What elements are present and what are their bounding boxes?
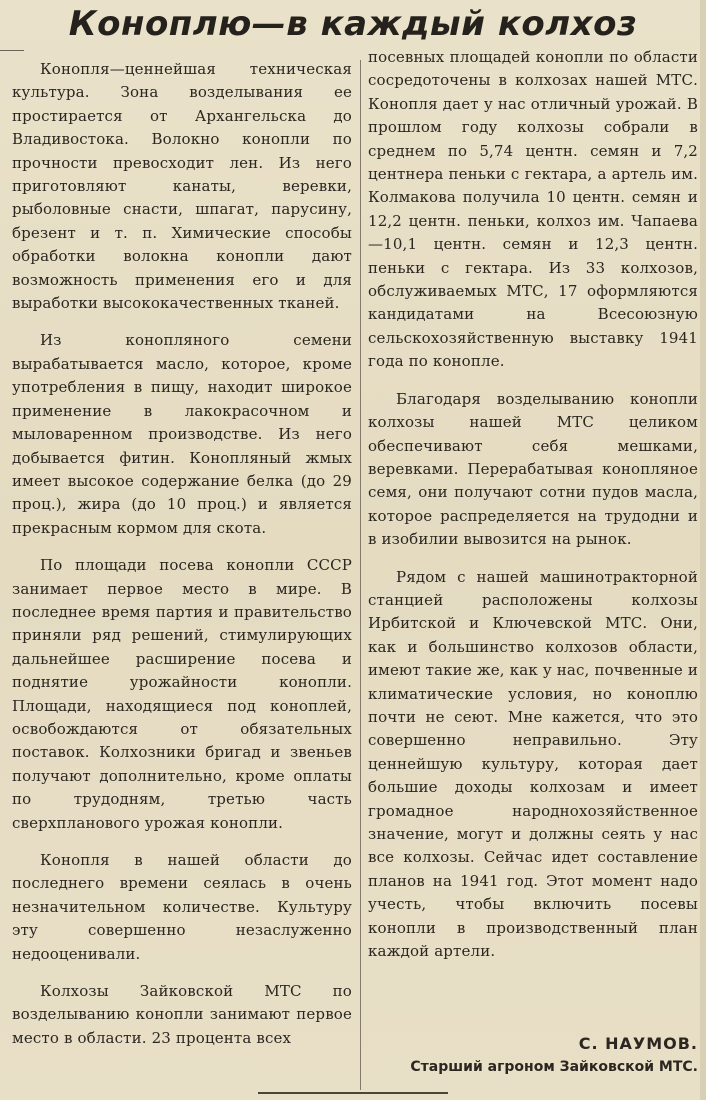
bottom-rule	[258, 1092, 448, 1094]
paragraph-1: Конопля—ценнейшая техническая культура. Зона возделывания ее простирается от Архангельска до Владивостока. Волокно конопли по прочности превосходит лен. Из него приготовляют канаты, веревки, рыболовные снасти, шпагат, парусину, брезент и т. п. Химические способы обработки волокна конопли дают возможность применения его и для выработки высококачественных тканей.	[12, 60, 352, 313]
author-name: С. НАУМОВ.	[578, 1034, 698, 1053]
paragraph-3: По площади посева конопли СССР занимает первое место в мире. В последнее время партия и правительство приняли ряд решений, стимулирующих дальнейшее расширение посева и поднятие урожайности конопли. Площади, находящиеся под коноплей, освобождаются от обязательных поставок. Колхозники бригад и звеньев получают дополнительно, кроме оплаты по трудодням, третью часть сверхпланового урожая конопли.	[12, 556, 352, 832]
paragraph-2: Из конопляного семени вырабатывается масло, которое, кроме употребления в пищу, находит широкое применение в лакокрасочном и мыловаренном производстве. Из него добывается фитин. Конопляный жмых имеет высокое содержание белка (до 29 проц.), жира (до 10 проц.) и является прекрасным кормом для скота.	[12, 331, 352, 537]
top-left-rule	[0, 50, 24, 51]
article-headline: Коноплю—в каждый колхоз	[68, 4, 638, 44]
signature-block	[368, 1032, 698, 1078]
paragraph-4: Конопля в нашей области до последнего времени сеялась в очень незначительном количестве. Культуру эту совершенно незаслуженно недооценивали.	[12, 851, 352, 963]
column-divider	[360, 60, 361, 1090]
adjacent-column-edge	[700, 0, 706, 1100]
author-title: Старший агроном Зайковской МТС.	[410, 1059, 698, 1075]
paragraph-5: Колхозы Зайковской МТС по возделыванию конопли занимают первое место в области. 23 процента всех	[12, 982, 352, 1047]
left-column	[12, 58, 352, 1064]
paragraph-7: Рядом с нашей машинотракторной станцией расположены колхозы Ирбитской и Ключевской МТС. Они, как и большинство колхозов области, имеют такие же, как у нас, почвенные и климатические условия, но коноплю почти не сеют. Мне кажется, что это совершенно неправильно. Эту ценнейшую культуру, которая дает большие доходы колхозам и имеет громадное народнохозяйственное значение, могут и должны сеять у нас все колхозы. Сейчас идет составление планов на 1941 год. Этот момент надо учесть, чтобы включить посевы конопли в производственный план каждой артели.	[368, 567, 698, 961]
paragraph-5-continuation: посевных площадей конопли по области сосредоточены в колхозах нашей МТС. Конопля дает у нас отличный урожай. В прошлом году колхозы собрали в среднем по 5,74 центн. семян и 7,2 центнера пеньки с гектара, а артель им. Колмакова получила 10 центн. семян и 12,2 центн. пеньки, колхоз им. Чапаева—10,1 центн. семян и 12,3 центн. пеньки с гектара. Из 33 колхозов, обслуживаемых МТС, 17 оформляются кандидатами на Всесоюзную сельскохозяйственную выставку 1941 года по конопле.	[368, 48, 698, 371]
paragraph-6: Благодаря возделыванию конопли колхозы нашей МТС целиком обеспечивают себя мешками, веревками. Перерабатывая конопляное семя, они получают сотни пудов масла, которое распределяется на трудодни и в изобилии вывозится на рынок.	[368, 389, 698, 549]
right-column	[368, 46, 698, 977]
